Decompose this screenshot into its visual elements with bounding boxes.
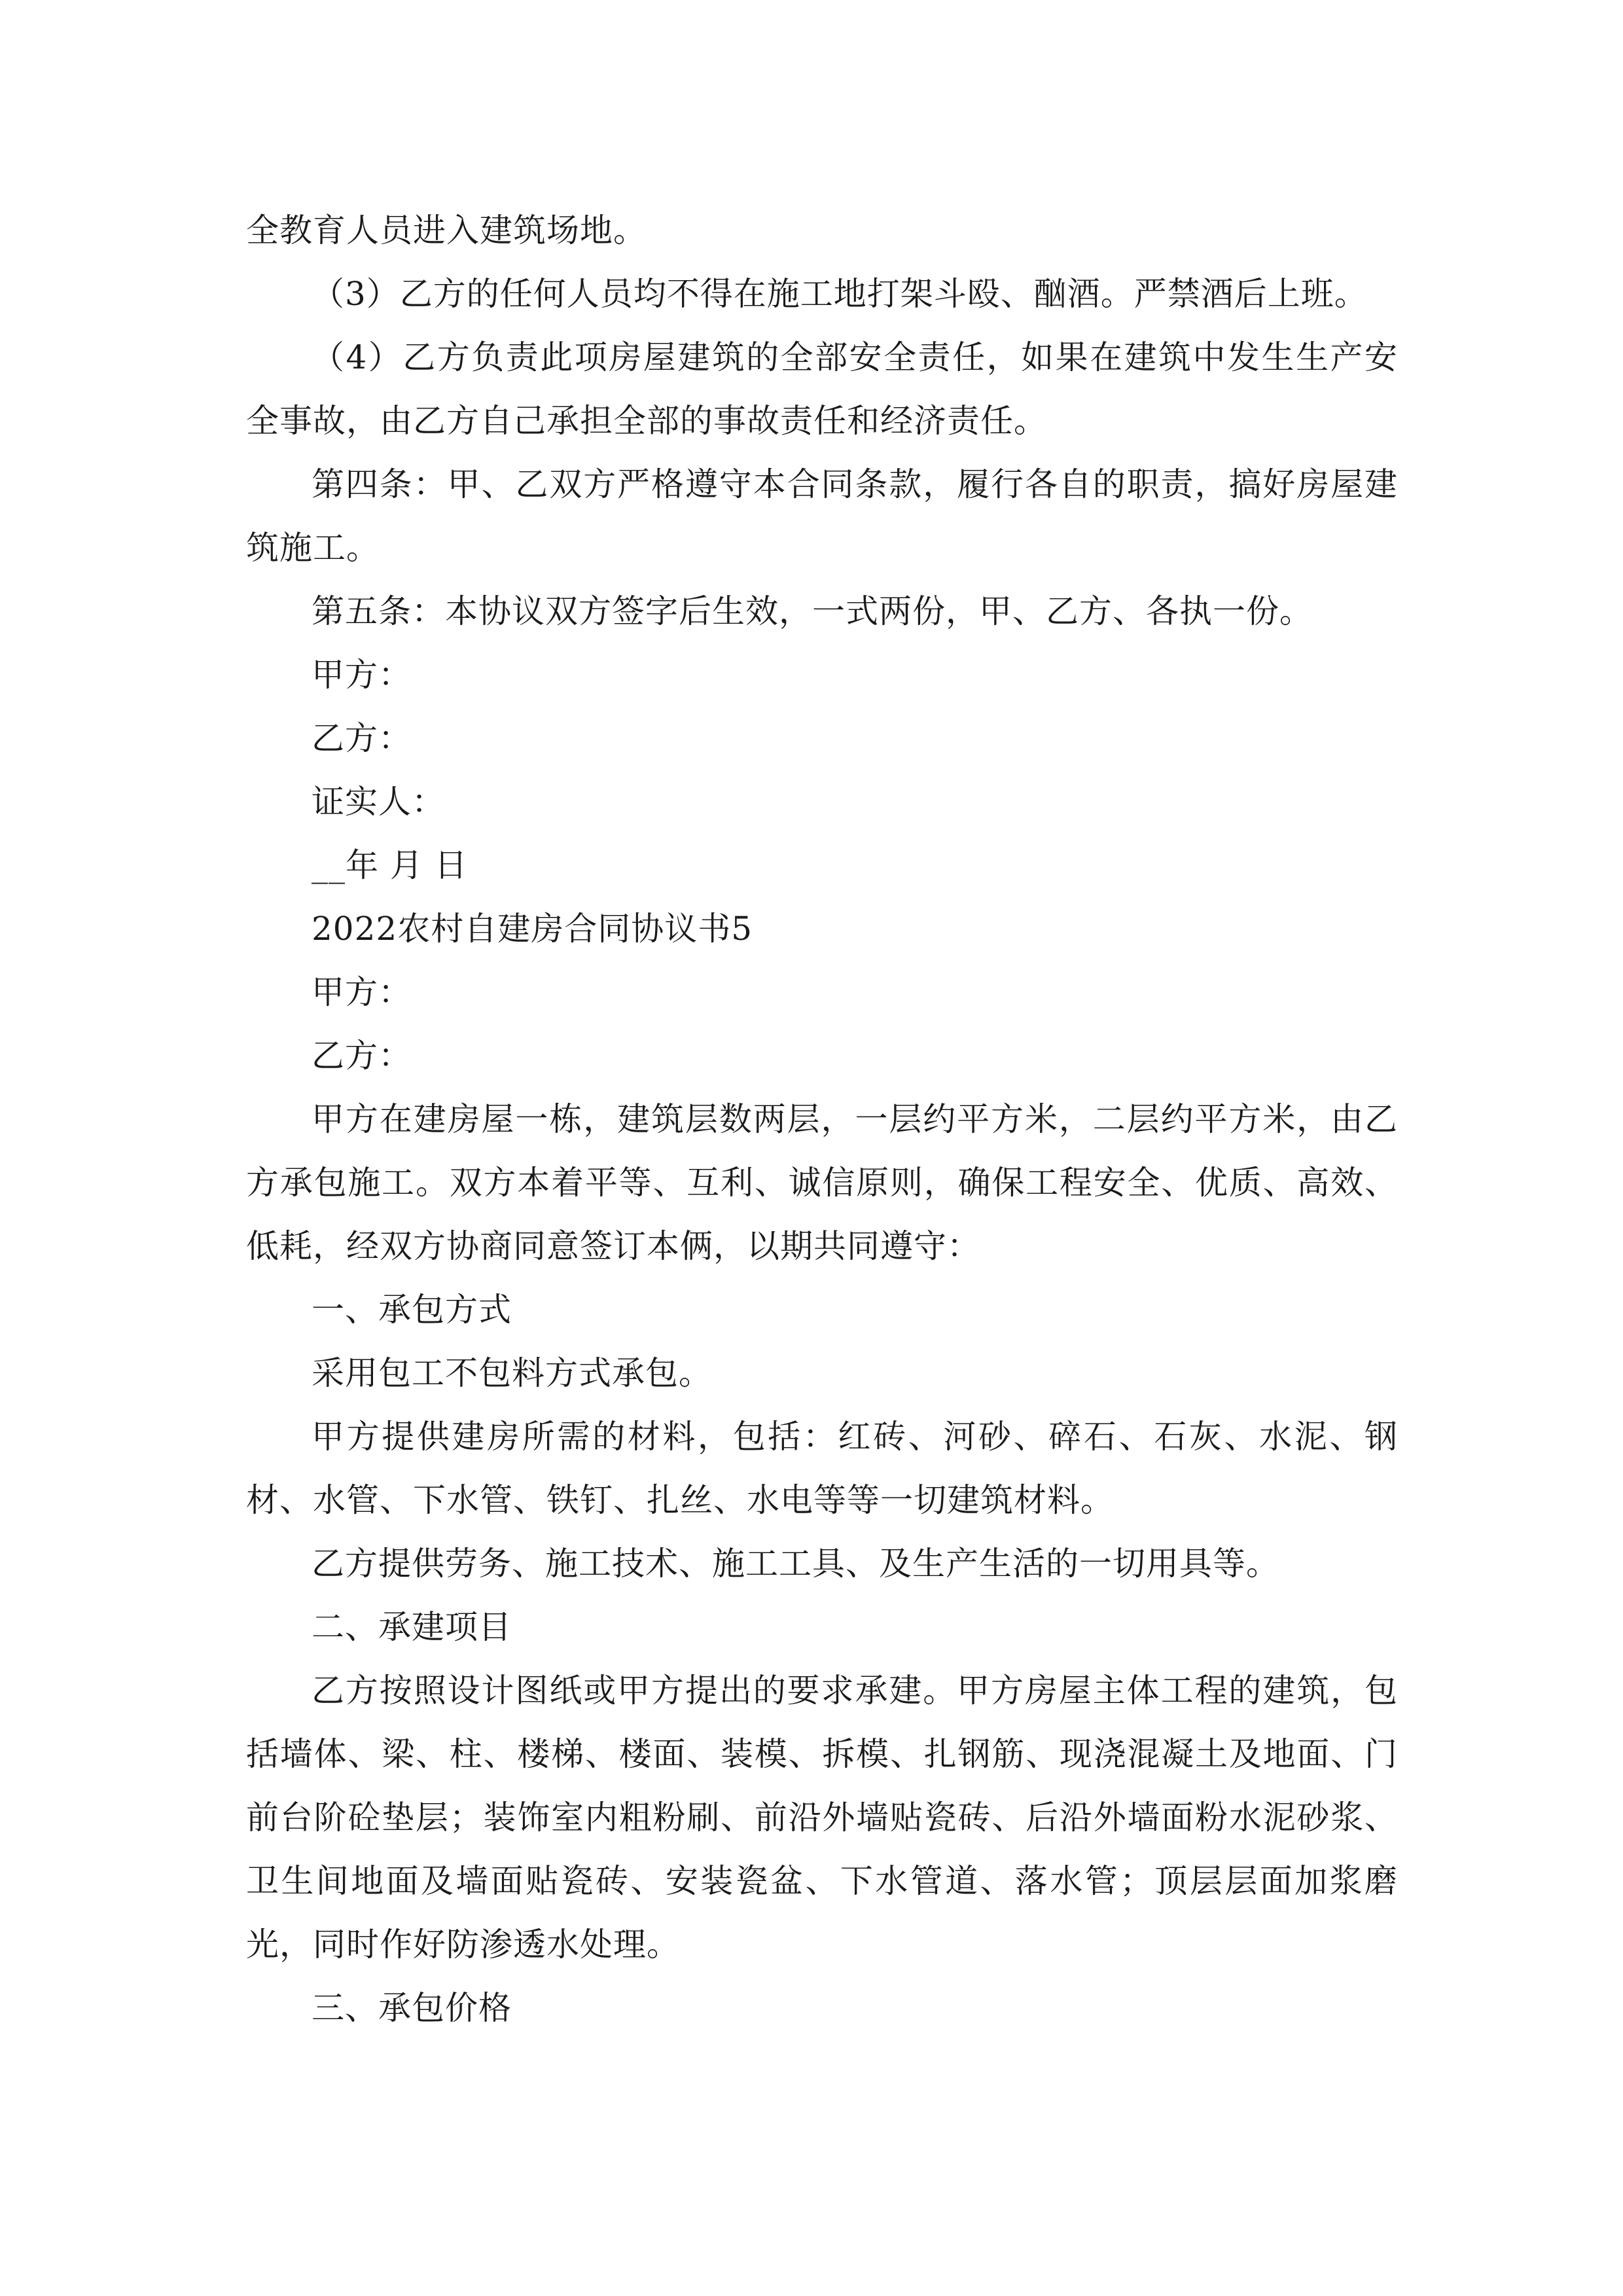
party-a-label: 甲方： xyxy=(312,973,412,1011)
paragraph: 采用包工不包料方式承包。 xyxy=(312,1354,712,1392)
signature-party-b: 乙方： xyxy=(312,719,412,757)
paragraph: 甲方提供建房所需的材料，包括：红砖、河砂、碎石、石灰、水泥、钢材、水管、下水管、铁钉、扎丝、水电等等一切建筑材料。 xyxy=(246,1418,1398,1519)
signature-witness: 证实人： xyxy=(312,783,445,821)
party-b-label: 乙方： xyxy=(312,1037,412,1075)
section-heading: 三、承包价格 xyxy=(312,1989,512,2027)
paragraph: 乙方按照设计图纸或甲方提出的要求承建。甲方房屋主体工程的建筑，包括墙体、梁、柱、楼梯、楼面、装模、拆模、扎钢筋、现浇混凝土及地面、门前台阶砼垫层；装饰室内粗粉刷、前沿外墙贴瓷砖、后沿外墙面粉水泥砂浆、卫生间地面及墙面贴瓷砖、安装瓷盆、下水管道、落水管；顶层层面加浆磨光，同时作好防渗透水处理。 xyxy=(246,1672,1398,1964)
signature-party-a: 甲方： xyxy=(312,656,412,694)
paragraph: （4）乙方负责此项房屋建筑的全部安全责任，如果在建筑中发生生产安全事故，由乙方自己承担全部的事故责任和经济责任。 xyxy=(246,338,1398,440)
paragraph: 全教育人员进入建筑场地。 xyxy=(246,211,647,249)
paragraph: 甲方在建房屋一栋，建筑层数两层，一层约平方米，二层约平方米，由乙方承包施工。双方本着平等、互利、诚信原则，确保工程安全、优质、高效、低耗，经双方协商同意签订本俩，以期共同遵守： xyxy=(246,1100,1398,1265)
section-title: 2022农村自建房合同协议书5 xyxy=(312,910,753,948)
section-heading: 一、承包方式 xyxy=(312,1291,512,1329)
paragraph: （3）乙方的任何人员均不得在施工地打架斗殴、酗酒。严禁酒后上班。 xyxy=(312,275,1368,313)
paragraph: 第五条：本协议双方签字后生效，一式两份，甲、乙方、各执一份。 xyxy=(312,592,1313,630)
signature-date: __年 月 日 xyxy=(312,846,468,884)
paragraph: 乙方提供劳务、施工技术、施工工具、及生产生活的一切用具等。 xyxy=(312,1545,1279,1583)
contract-body xyxy=(246,199,1398,2040)
paragraph: 第四条：甲、乙双方严格遵守本合同条款，履行各自的职责，搞好房屋建筑施工。 xyxy=(246,465,1398,567)
section-heading: 二、承建项目 xyxy=(312,1608,512,1646)
